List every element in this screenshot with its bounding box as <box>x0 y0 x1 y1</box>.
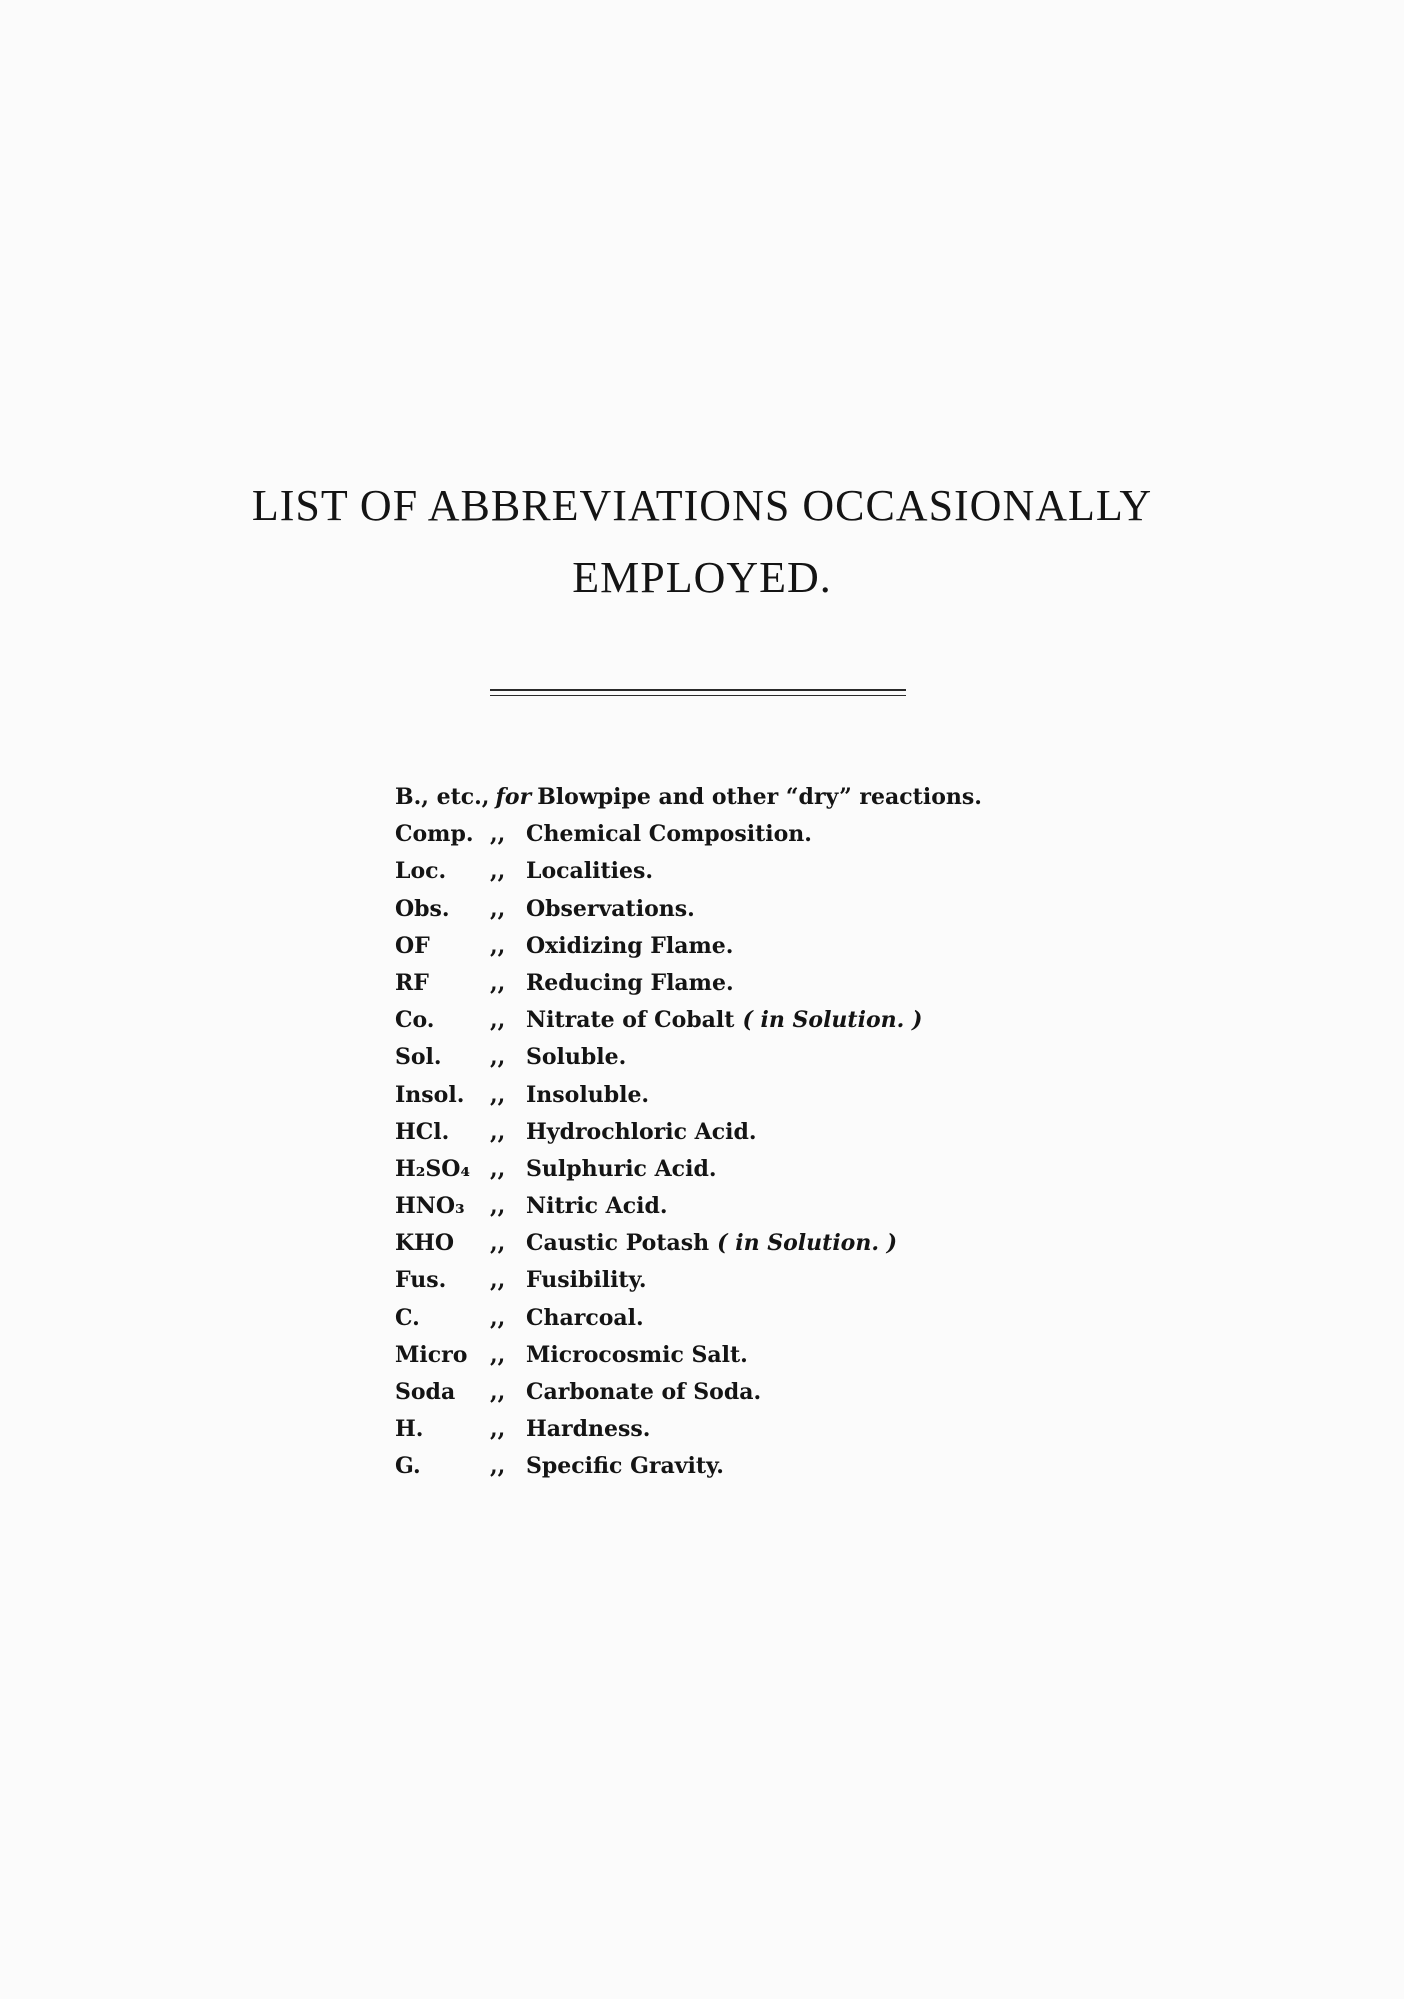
meaning: Carbonate of Soda. <box>526 1379 762 1405</box>
meaning: Hydrochloric Acid. <box>526 1118 757 1145</box>
meaning: Specific Gravity. <box>526 1453 724 1480</box>
abbreviation-row <box>395 896 1095 933</box>
meaning: Nitrate of Cobalt <box>526 1007 735 1034</box>
abbreviation-row <box>395 821 1095 858</box>
ditto-mark: ,, <box>490 1341 506 1368</box>
abbreviation-row <box>395 1379 1095 1416</box>
page-title-line-2: EMPLOYED. <box>572 553 832 602</box>
ditto-mark: ,, <box>490 895 506 922</box>
ditto-mark: ,, <box>490 932 506 959</box>
abbreviation-row <box>395 970 1095 1007</box>
meaning: Caustic Potash <box>526 1230 710 1257</box>
abbreviation: KHO <box>395 1230 455 1257</box>
abbreviation: Fus. <box>395 1267 447 1294</box>
abbreviation: Micro <box>395 1341 468 1368</box>
abbreviation: RF <box>395 969 429 996</box>
abbreviation: H₂SO₄ <box>395 1155 471 1182</box>
ditto-mark: ,, <box>490 858 506 885</box>
meaning: Soluble. <box>526 1044 627 1071</box>
abbreviation-row <box>395 933 1095 970</box>
abbreviation-row <box>395 1119 1095 1156</box>
abbreviation: Soda <box>395 1379 456 1405</box>
abbreviation: Obs. <box>395 895 450 922</box>
ditto-mark: ,, <box>490 969 506 996</box>
abbreviation: H. <box>395 1416 424 1443</box>
ditto-mark: ,, <box>490 1416 506 1443</box>
meaning: Chemical Composition. <box>526 821 812 848</box>
ditto-mark: ,, <box>490 1379 506 1405</box>
meaning: Fusibility. <box>526 1267 647 1294</box>
meaning: Sulphuric Acid. <box>526 1155 717 1182</box>
abbreviation-row <box>395 1342 1095 1379</box>
abbreviation-row <box>395 1416 1095 1453</box>
abbreviation-row <box>395 1007 1095 1044</box>
meaning: Oxidizing Flame. <box>526 932 734 959</box>
ditto-mark: ,, <box>490 1044 506 1071</box>
meaning: Nitric Acid. <box>526 1193 668 1220</box>
abbreviation-row <box>395 1453 1095 1490</box>
meaning: Microcosmic Salt. <box>526 1341 748 1368</box>
meaning: Charcoal. <box>526 1304 644 1331</box>
abbreviation-row <box>395 1082 1095 1119</box>
abbreviation-row <box>395 858 1095 895</box>
meaning: Reducing Flame. <box>526 969 734 996</box>
meaning: Observations. <box>526 895 695 922</box>
ditto-mark: ,, <box>490 1230 506 1257</box>
abbreviation-row <box>395 1044 1095 1081</box>
abbreviation-list <box>395 784 1095 1491</box>
ditto-mark: ,, <box>490 821 506 848</box>
abbreviation: Comp. <box>395 821 474 848</box>
abbreviation: OF <box>395 932 430 959</box>
title-divider-thin <box>490 695 906 696</box>
abbreviation-row <box>395 1193 1095 1230</box>
abbreviation-row <box>395 1267 1095 1304</box>
abbreviation-row <box>395 1305 1095 1342</box>
ditto-mark: ,, <box>490 1155 506 1182</box>
meaning-note: ( in Solution. ) <box>717 1230 898 1257</box>
ditto-mark: ,, <box>490 1193 506 1220</box>
ditto-mark: ,, <box>490 1081 506 1108</box>
abbreviation: C. <box>395 1304 420 1331</box>
abbreviation-row <box>395 1230 1095 1267</box>
ditto-mark: ,, <box>490 1453 506 1480</box>
abbreviation: B., etc., <box>395 784 490 810</box>
abbreviation: G. <box>395 1453 421 1480</box>
meaning: Blowpipe and other “dry” reactions. <box>537 784 982 810</box>
page-title-line-1: LIST OF ABBREVIATIONS OCCASIONALLY <box>251 481 1153 530</box>
abbreviation: Insol. <box>395 1081 465 1108</box>
abbreviation: Sol. <box>395 1044 442 1071</box>
abbreviation: HNO₃ <box>395 1193 465 1220</box>
ditto-mark: ,, <box>490 1304 506 1331</box>
meaning: Insoluble. <box>526 1081 650 1108</box>
meaning: Hardness. <box>526 1416 651 1443</box>
meaning: Localities. <box>526 858 654 885</box>
abbreviation-row <box>395 784 1095 821</box>
abbreviation: HCl. <box>395 1118 450 1145</box>
abbreviation: Co. <box>395 1007 435 1034</box>
ditto-mark: ,, <box>490 1267 506 1294</box>
meaning-note: ( in Solution. ) <box>742 1007 923 1034</box>
title-divider-thick <box>490 689 906 691</box>
ditto-mark: ,, <box>490 1118 506 1145</box>
abbreviation: Loc. <box>395 858 447 885</box>
connector-word: for <box>495 784 532 810</box>
abbreviation-row <box>395 1156 1095 1193</box>
ditto-mark: ,, <box>490 1007 506 1034</box>
